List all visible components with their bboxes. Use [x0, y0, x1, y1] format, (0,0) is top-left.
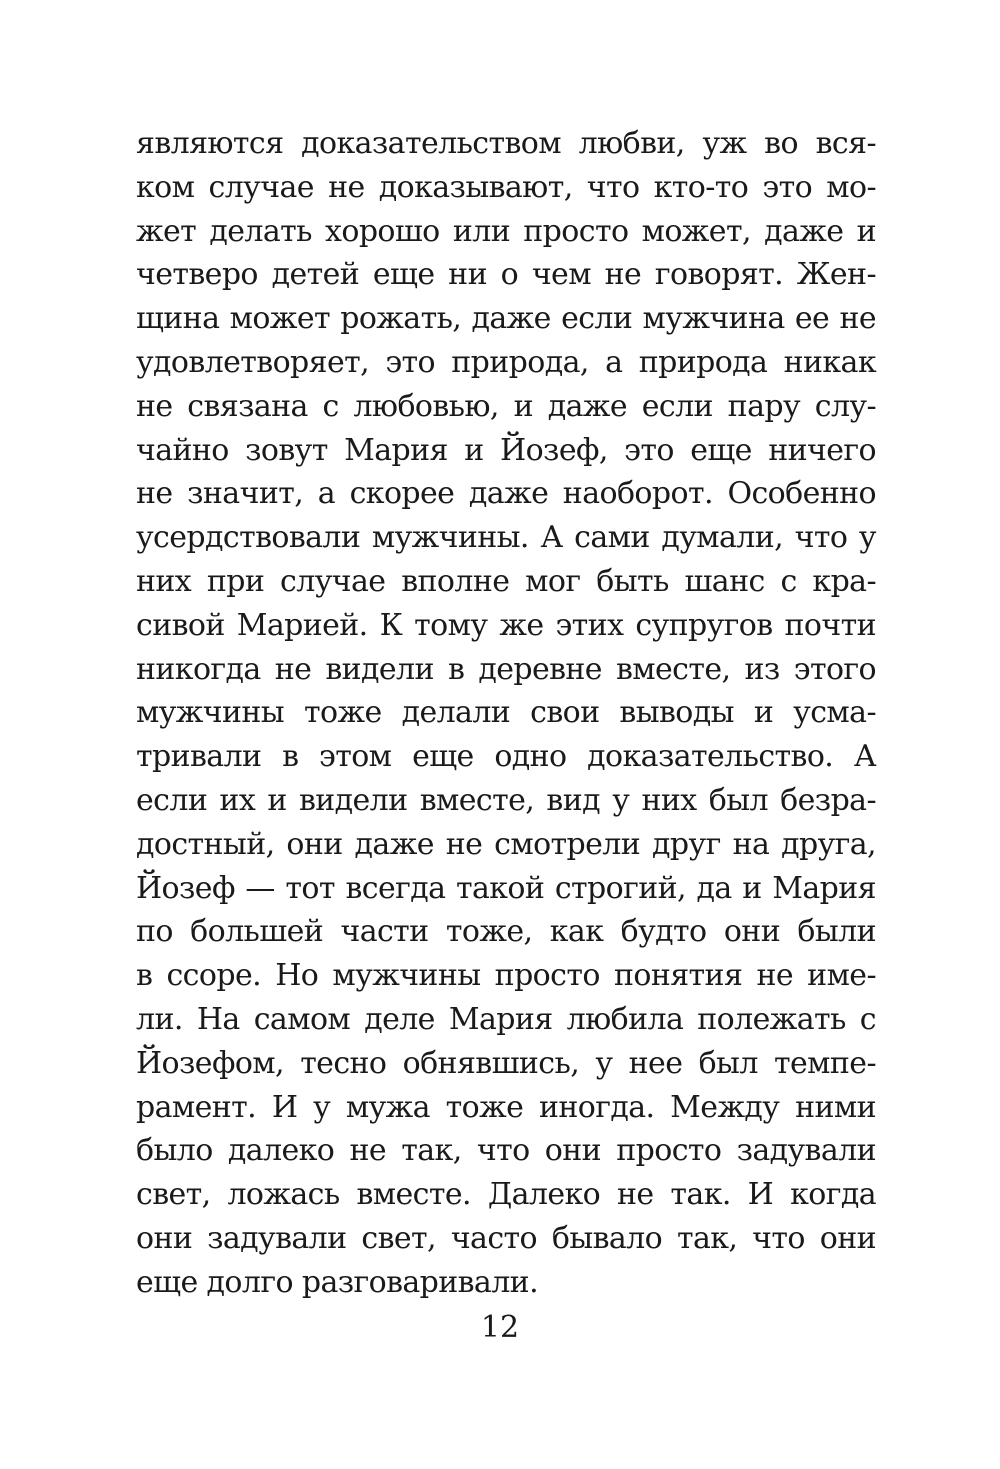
page-number: 12	[480, 1310, 520, 1345]
text-line: в ссоре. Но мужчины просто понятия не име-	[136, 958, 876, 994]
text-line: сивой Марией. К тому же этих супругов почти	[136, 607, 876, 643]
text-line: являются доказательством любви, уж во вся-	[136, 126, 876, 161]
text-line: щина может рожать, даже если мужчина ее не	[136, 301, 876, 337]
text-line: достный, они даже не смотрели друг на друга,	[136, 826, 876, 862]
text-line: еще долго разговаривали.	[136, 1264, 539, 1300]
text-line: они задували свет, часто бывало так, что они	[136, 1220, 876, 1256]
text-line: ком случае не доказывают, что кто-то это мо-	[136, 169, 876, 205]
text-line: свет, ложась вместе. Далеко не так. И когда	[136, 1177, 876, 1213]
text-line: тривали в этом еще одно доказательство. А	[136, 739, 876, 775]
text-line: было далеко не так, что они просто задували	[136, 1133, 876, 1169]
text-line: мужчины тоже делали свои выводы и усма-	[136, 695, 876, 731]
text-line: если их и видели вместе, вид у них был безра-	[136, 782, 876, 818]
text-line: чайно зовут Мария и Йозеф, это еще ничего	[136, 432, 876, 468]
text-line: удовлетворяет, это природа, а природа никак	[136, 344, 876, 380]
body-text	[136, 122, 876, 1305]
text-line: не значит, а скорее даже наоборот. Особенно	[136, 476, 876, 512]
text-line: четверо детей еще ни о чем не говорят. Жен-	[136, 257, 876, 293]
text-line: Йозеф — тот всегда такой строгий, да и Мария	[136, 870, 876, 906]
text-line: никогда не видели в деревне вместе, из этого	[136, 651, 876, 687]
text-line: по большей части тоже, как будто они были	[136, 914, 876, 950]
text-line: них при случае вполне мог быть шанс с кра-	[136, 563, 876, 599]
text-line: ли. На самом деле Мария любила полежать с	[136, 1001, 876, 1037]
text-line: рамент. И у мужа тоже иногда. Между ними	[136, 1089, 876, 1125]
text-line: жет делать хорошо или просто может, даже и	[136, 213, 876, 249]
text-line: усердствовали мужчины. А сами думали, что у	[136, 520, 876, 556]
text-line: Йозефом, тесно обнявшись, у нее был темпе-	[136, 1045, 876, 1081]
text-line: не связана с любовью, и даже если пару слу-	[136, 388, 876, 424]
